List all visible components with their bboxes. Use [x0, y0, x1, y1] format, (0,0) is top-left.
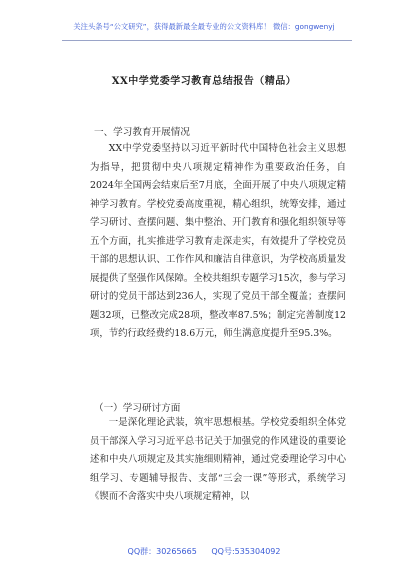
body-paragraph-1: XX中学党委坚持以习近平新时代中国特色社会主义思想为指导，把贯彻中央八项规定精神作为重要政治任务，自2024年全国两会结束后至7月底，全面开展了中央八项规定精神学习教育。学校党委高度重视，精心组织，统筹安排，通过学习研讨、查摆问题、集中整治、开门教育和强化组织领导等五个方面，扎实推进学习教育走深走实，有效提升了学校党员干部的思想认识、工作作风和廉洁自律意识，为学校高质量发展提供了坚强作风保障。全校共组织专题学习15次，参与学习研讨的党员干部达到236人，实现了党员干部全覆盖；查摆问题32项，已整改完成28项，整改率87.5%；制定完善制度12项，节约行政经费约18.6万元，师生满意度提升至95.3%。 — [90, 143, 346, 339]
subsection-heading: （一）学习研讨方面 — [94, 403, 181, 414]
header-promo-note: 关注头条号“公文研究”，获得最新最全最专业的公文资料库！ 微信：gongwenyj — [73, 22, 335, 31]
header-divider — [62, 40, 352, 41]
section-heading: 一、学习教育开展情况 — [94, 127, 190, 138]
footer-contact — [0, 546, 408, 557]
body-paragraph-2: 一是深化理论武装，筑牢思想根基。学校党委组织全体党员干部深入学习习近平总书记关于加强党的作风建设的重要论述和中央八项规定及其实施细则精神，通过党委理论学习中心组学习、专题辅导报告、支部“三会一课”等形式，系统学习《锲而不舍落实中央八项规定精神，以 — [90, 417, 346, 502]
footer-qq-number: QQ号:535304092 — [211, 547, 281, 556]
footer-qq-group: QQ群：30265665 — [127, 547, 197, 556]
document-title: XX中学党委学习教育总结报告（精品） — [111, 76, 297, 87]
